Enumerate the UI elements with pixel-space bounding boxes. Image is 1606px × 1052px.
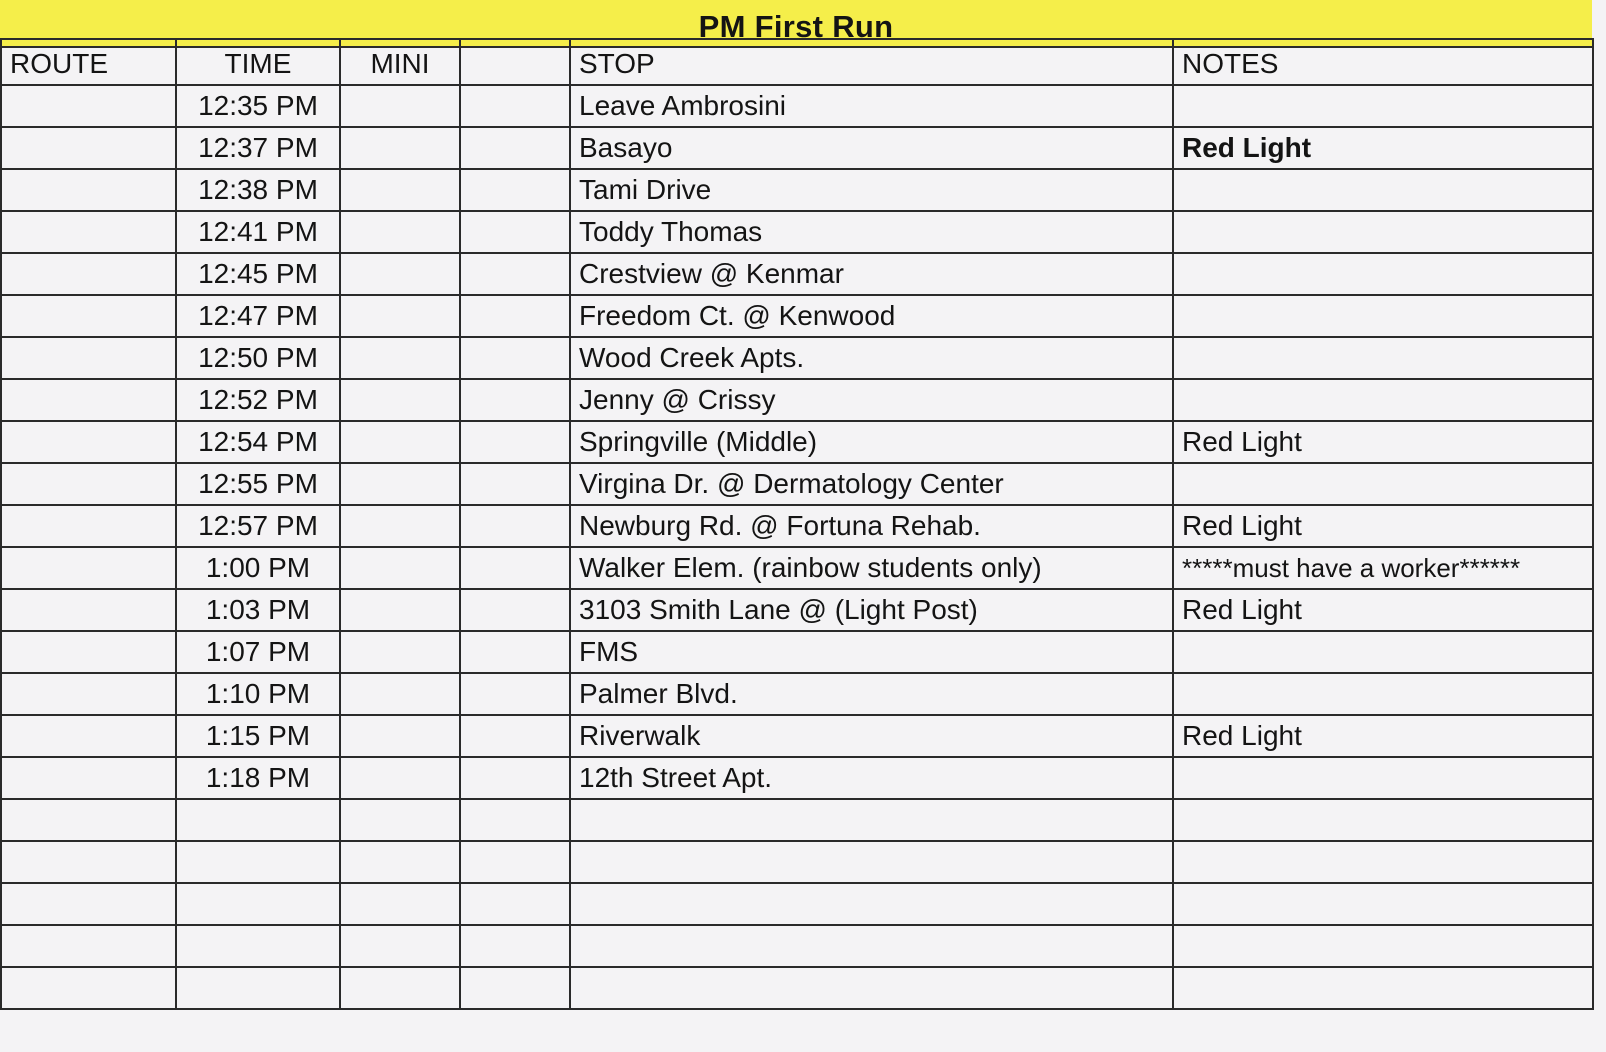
blank-cell xyxy=(460,715,570,757)
schedule-rows xyxy=(1,85,1593,1009)
time-cell: 1:03 PM xyxy=(176,589,340,631)
time-cell: 12:38 PM xyxy=(176,169,340,211)
notes-cell xyxy=(1173,967,1593,1009)
time-cell: 12:50 PM xyxy=(176,337,340,379)
blank-cell xyxy=(460,841,570,883)
mini-cell xyxy=(340,631,460,673)
schedule-table xyxy=(0,38,1594,1010)
time-cell xyxy=(176,799,340,841)
mini-cell xyxy=(340,85,460,127)
table-row xyxy=(1,505,1593,547)
time-cell: 12:47 PM xyxy=(176,295,340,337)
route-cell xyxy=(1,799,176,841)
notes-cell xyxy=(1173,673,1593,715)
route-cell xyxy=(1,85,176,127)
time-cell: 12:55 PM xyxy=(176,463,340,505)
notes-cell xyxy=(1173,757,1593,799)
stop-cell: 12th Street Apt. xyxy=(570,757,1173,799)
mini-cell xyxy=(340,883,460,925)
notes-cell xyxy=(1173,295,1593,337)
notes-cell: Red Light xyxy=(1173,505,1593,547)
notes-cell: Red Light xyxy=(1173,421,1593,463)
mini-cell xyxy=(340,211,460,253)
table-row xyxy=(1,421,1593,463)
notes-cell: Red Light xyxy=(1173,715,1593,757)
stop-cell: FMS xyxy=(570,631,1173,673)
stop-cell: Wood Creek Apts. xyxy=(570,337,1173,379)
route-cell xyxy=(1,253,176,295)
time-cell: 1:00 PM xyxy=(176,547,340,589)
table-row xyxy=(1,253,1593,295)
blank-cell xyxy=(460,337,570,379)
stop-cell: Basayo xyxy=(570,127,1173,169)
table-row xyxy=(1,799,1593,841)
mini-cell xyxy=(340,253,460,295)
table-row xyxy=(1,967,1593,1009)
mini-cell xyxy=(340,799,460,841)
column-header-stop: STOP xyxy=(570,39,1173,85)
route-cell xyxy=(1,673,176,715)
mini-cell xyxy=(340,841,460,883)
time-cell: 1:07 PM xyxy=(176,631,340,673)
blank-cell xyxy=(460,505,570,547)
blank-cell xyxy=(460,463,570,505)
time-cell: 1:10 PM xyxy=(176,673,340,715)
table-row xyxy=(1,379,1593,421)
table-row xyxy=(1,715,1593,757)
table-row xyxy=(1,589,1593,631)
stop-cell: Riverwalk xyxy=(570,715,1173,757)
time-cell xyxy=(176,925,340,967)
route-cell xyxy=(1,547,176,589)
mini-cell xyxy=(340,295,460,337)
mini-cell xyxy=(340,463,460,505)
notes-cell: Red Light xyxy=(1173,127,1593,169)
blank-cell xyxy=(460,883,570,925)
stop-cell xyxy=(570,925,1173,967)
column-header-route: ROUTE xyxy=(1,39,176,85)
time-cell: 12:52 PM xyxy=(176,379,340,421)
table-row xyxy=(1,295,1593,337)
route-cell xyxy=(1,169,176,211)
mini-cell xyxy=(340,715,460,757)
mini-cell xyxy=(340,967,460,1009)
mini-cell xyxy=(340,925,460,967)
blank-cell xyxy=(460,547,570,589)
table-row xyxy=(1,211,1593,253)
table-row xyxy=(1,85,1593,127)
mini-cell xyxy=(340,337,460,379)
blank-cell xyxy=(460,295,570,337)
time-cell: 12:37 PM xyxy=(176,127,340,169)
mini-cell xyxy=(340,547,460,589)
notes-cell xyxy=(1173,253,1593,295)
time-cell xyxy=(176,841,340,883)
notes-cell xyxy=(1173,337,1593,379)
stop-cell: Tami Drive xyxy=(570,169,1173,211)
sheet-title: PM First Run xyxy=(698,9,894,44)
mini-cell xyxy=(340,757,460,799)
stop-cell xyxy=(570,883,1173,925)
notes-cell xyxy=(1173,379,1593,421)
stop-cell: 3103 Smith Lane @ (Light Post) xyxy=(570,589,1173,631)
time-cell xyxy=(176,967,340,1009)
table-row xyxy=(1,673,1593,715)
route-cell xyxy=(1,715,176,757)
time-cell: 1:18 PM xyxy=(176,757,340,799)
stop-cell: Freedom Ct. @ Kenwood xyxy=(570,295,1173,337)
stop-cell: Palmer Blvd. xyxy=(570,673,1173,715)
stop-cell: Virgina Dr. @ Dermatology Center xyxy=(570,463,1173,505)
notes-cell: Red Light xyxy=(1173,589,1593,631)
blank-cell xyxy=(460,379,570,421)
stop-cell: Newburg Rd. @ Fortuna Rehab. xyxy=(570,505,1173,547)
stop-cell xyxy=(570,967,1173,1009)
route-cell xyxy=(1,631,176,673)
mini-cell xyxy=(340,127,460,169)
stop-cell: Springville (Middle) xyxy=(570,421,1173,463)
blank-cell xyxy=(460,421,570,463)
notes-cell xyxy=(1173,85,1593,127)
blank-cell xyxy=(460,967,570,1009)
mini-cell xyxy=(340,673,460,715)
stop-cell: Crestview @ Kenmar xyxy=(570,253,1173,295)
blank-cell xyxy=(460,127,570,169)
notes-cell xyxy=(1173,211,1593,253)
table-row xyxy=(1,127,1593,169)
stop-cell xyxy=(570,799,1173,841)
column-header-time: TIME xyxy=(176,39,340,85)
mini-cell xyxy=(340,379,460,421)
column-header-blank xyxy=(460,39,570,85)
route-cell xyxy=(1,211,176,253)
route-cell xyxy=(1,295,176,337)
stop-cell xyxy=(570,841,1173,883)
route-cell xyxy=(1,967,176,1009)
table-row xyxy=(1,547,1593,589)
blank-cell xyxy=(460,925,570,967)
table-row xyxy=(1,757,1593,799)
table-row xyxy=(1,631,1593,673)
notes-cell xyxy=(1173,925,1593,967)
column-header-mini: MINI xyxy=(340,39,460,85)
route-cell xyxy=(1,127,176,169)
stop-cell: Leave Ambrosini xyxy=(570,85,1173,127)
blank-cell xyxy=(460,211,570,253)
route-cell xyxy=(1,589,176,631)
notes-cell xyxy=(1173,631,1593,673)
route-cell xyxy=(1,757,176,799)
route-cell xyxy=(1,463,176,505)
table-row xyxy=(1,169,1593,211)
blank-cell xyxy=(460,631,570,673)
mini-cell xyxy=(340,169,460,211)
time-cell: 12:35 PM xyxy=(176,85,340,127)
blank-cell xyxy=(460,85,570,127)
route-cell xyxy=(1,883,176,925)
time-cell: 12:41 PM xyxy=(176,211,340,253)
route-cell xyxy=(1,379,176,421)
route-cell xyxy=(1,337,176,379)
time-cell: 12:45 PM xyxy=(176,253,340,295)
time-cell: 12:57 PM xyxy=(176,505,340,547)
blank-cell xyxy=(460,757,570,799)
blank-cell xyxy=(460,253,570,295)
mini-cell xyxy=(340,589,460,631)
blank-cell xyxy=(460,799,570,841)
blank-cell xyxy=(460,169,570,211)
time-cell: 12:54 PM xyxy=(176,421,340,463)
table-row xyxy=(1,925,1593,967)
route-cell xyxy=(1,841,176,883)
blank-cell xyxy=(460,673,570,715)
notes-cell xyxy=(1173,463,1593,505)
header-row xyxy=(1,39,1593,85)
table-row xyxy=(1,337,1593,379)
notes-cell xyxy=(1173,883,1593,925)
stop-cell: Toddy Thomas xyxy=(570,211,1173,253)
route-cell xyxy=(1,505,176,547)
route-cell xyxy=(1,421,176,463)
blank-cell xyxy=(460,589,570,631)
table-row xyxy=(1,463,1593,505)
time-cell: 1:15 PM xyxy=(176,715,340,757)
mini-cell xyxy=(340,505,460,547)
stop-cell: Walker Elem. (rainbow students only) xyxy=(570,547,1173,589)
notes-cell xyxy=(1173,799,1593,841)
table-row xyxy=(1,883,1593,925)
time-cell xyxy=(176,883,340,925)
route-cell xyxy=(1,925,176,967)
notes-cell xyxy=(1173,169,1593,211)
notes-cell xyxy=(1173,841,1593,883)
stop-cell: Jenny @ Crissy xyxy=(570,379,1173,421)
table-row xyxy=(1,841,1593,883)
column-header-notes: NOTES xyxy=(1173,39,1593,85)
mini-cell xyxy=(340,421,460,463)
notes-cell: *****must have a worker****** xyxy=(1173,547,1593,589)
